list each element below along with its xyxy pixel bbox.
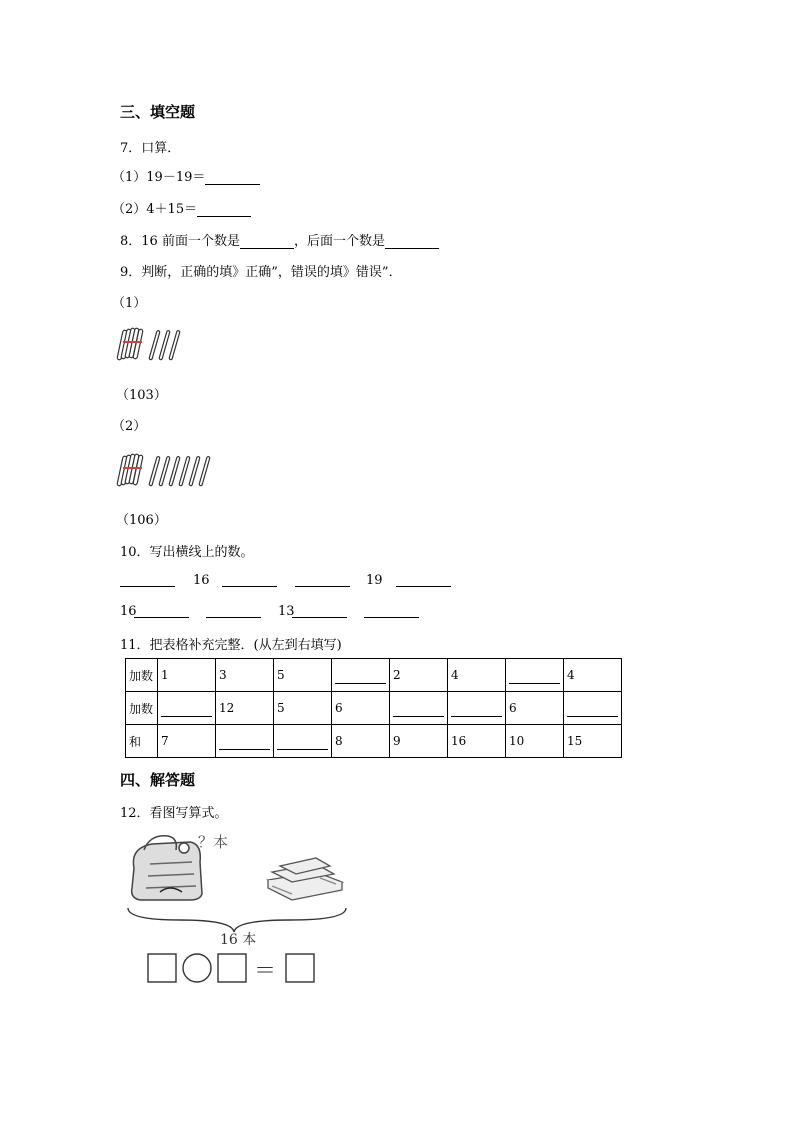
brace-icon — [128, 908, 346, 932]
sticks-picture-1 — [117, 324, 187, 364]
books-picture — [120, 828, 360, 988]
answer-blank[interactable] — [222, 573, 277, 587]
answer-box[interactable] — [148, 954, 176, 982]
answer-blank[interactable] — [393, 699, 444, 717]
table-cell: 4 — [564, 659, 622, 692]
table-cell-blank[interactable] — [564, 692, 622, 725]
table-cell-blank[interactable] — [216, 725, 274, 758]
table-cell: 1 — [158, 659, 216, 692]
answer-blank[interactable] — [134, 604, 189, 618]
table-cell: 6 — [332, 692, 390, 725]
answer-blank[interactable] — [206, 604, 261, 618]
sticks-picture-2 — [117, 448, 217, 490]
book-stack-icon — [268, 858, 342, 900]
q7-item-2 — [112, 198, 251, 217]
q10-title: 10．写出横线上的数。 — [120, 545, 254, 560]
row-label: 和 — [126, 725, 158, 758]
q9-part-1-answer: （103） — [116, 388, 167, 403]
answer-blank[interactable] — [385, 235, 439, 249]
q11-title: 11．把表格补充完整．(从左到右填写) — [120, 638, 342, 653]
q8-text-mid: ，后面一个数是 — [293, 234, 385, 249]
q10-number: 16 — [120, 604, 137, 619]
answer-blank[interactable] — [364, 604, 419, 618]
q8 — [120, 230, 439, 249]
table-cell: 16 — [448, 725, 506, 758]
table-cell: 4 — [448, 659, 506, 692]
table-cell-blank[interactable] — [332, 659, 390, 692]
table-row — [126, 692, 622, 725]
q8-text-pre: 8．16 前面一个数是 — [120, 234, 240, 249]
answer-blank[interactable] — [240, 235, 294, 249]
q10-number: 16 — [193, 573, 210, 588]
equals-sign: ＝ — [254, 959, 277, 984]
section-title-answer: 四、解答题 — [120, 771, 196, 789]
q7-item-1 — [112, 166, 260, 185]
q10-number: 13 — [278, 604, 295, 619]
schoolbag-icon — [132, 836, 202, 900]
table-cell-blank[interactable] — [158, 692, 216, 725]
single-stick-icon — [149, 456, 210, 486]
table-cell-blank[interactable] — [448, 692, 506, 725]
table-cell: 2 — [390, 659, 448, 692]
answer-blank[interactable] — [197, 203, 251, 217]
answer-blank[interactable] — [219, 732, 270, 750]
answer-blank[interactable] — [295, 573, 350, 587]
q7-item-2-text: （2）4＋15＝ — [112, 202, 198, 217]
stick-bundle-icon — [117, 454, 143, 486]
q9-part-2-label: （2） — [112, 419, 147, 434]
addition-table — [125, 658, 622, 758]
table-cell: 5 — [274, 692, 332, 725]
table-cell: 6 — [506, 692, 564, 725]
table-cell-blank[interactable] — [274, 725, 332, 758]
row-label: 加数 — [126, 692, 158, 725]
answer-blank[interactable] — [451, 699, 502, 717]
q9-part-1-label: （1） — [112, 296, 147, 311]
table-row — [126, 725, 622, 758]
table-cell: 3 — [216, 659, 274, 692]
table-cell: 9 — [390, 725, 448, 758]
table-cell-blank[interactable] — [506, 659, 564, 692]
q9-title: 9．判断，正确的填》正确”，错误的填》错误”． — [120, 265, 402, 280]
total-count-label: 16 本 — [220, 932, 257, 948]
table-cell: 7 — [158, 725, 216, 758]
single-stick-icon — [149, 330, 180, 360]
answer-blank[interactable] — [396, 573, 451, 587]
row-label: 加数 — [126, 659, 158, 692]
table-cell: 8 — [332, 725, 390, 758]
table-cell: 10 — [506, 725, 564, 758]
section-title-fill-blank: 三、填空题 — [120, 103, 196, 121]
table-cell: 12 — [216, 692, 274, 725]
q12-title: 12．看图写算式。 — [120, 806, 228, 821]
operator-circle[interactable] — [183, 954, 211, 982]
answer-box[interactable] — [218, 954, 246, 982]
q10-number: 19 — [366, 573, 383, 588]
answer-blank[interactable] — [161, 699, 212, 717]
table-cell: 15 — [564, 725, 622, 758]
answer-blank[interactable] — [205, 171, 260, 185]
answer-blank[interactable] — [120, 573, 175, 587]
answer-blank[interactable] — [277, 732, 328, 750]
table-cell: 5 — [274, 659, 332, 692]
q7-item-1-text: （1）19－19＝ — [112, 170, 206, 185]
answer-box[interactable] — [286, 954, 314, 982]
unknown-count-label: ？本 — [198, 833, 229, 851]
stick-bundle-icon — [117, 328, 143, 360]
answer-blank[interactable] — [567, 699, 618, 717]
table-cell-blank[interactable] — [390, 692, 448, 725]
answer-blank[interactable] — [335, 666, 386, 684]
table-row — [126, 659, 622, 692]
q7-title: 7．口算． — [120, 141, 181, 156]
answer-blank[interactable] — [509, 666, 560, 684]
answer-blank[interactable] — [292, 604, 347, 618]
q9-part-2-answer: （106） — [116, 513, 167, 528]
